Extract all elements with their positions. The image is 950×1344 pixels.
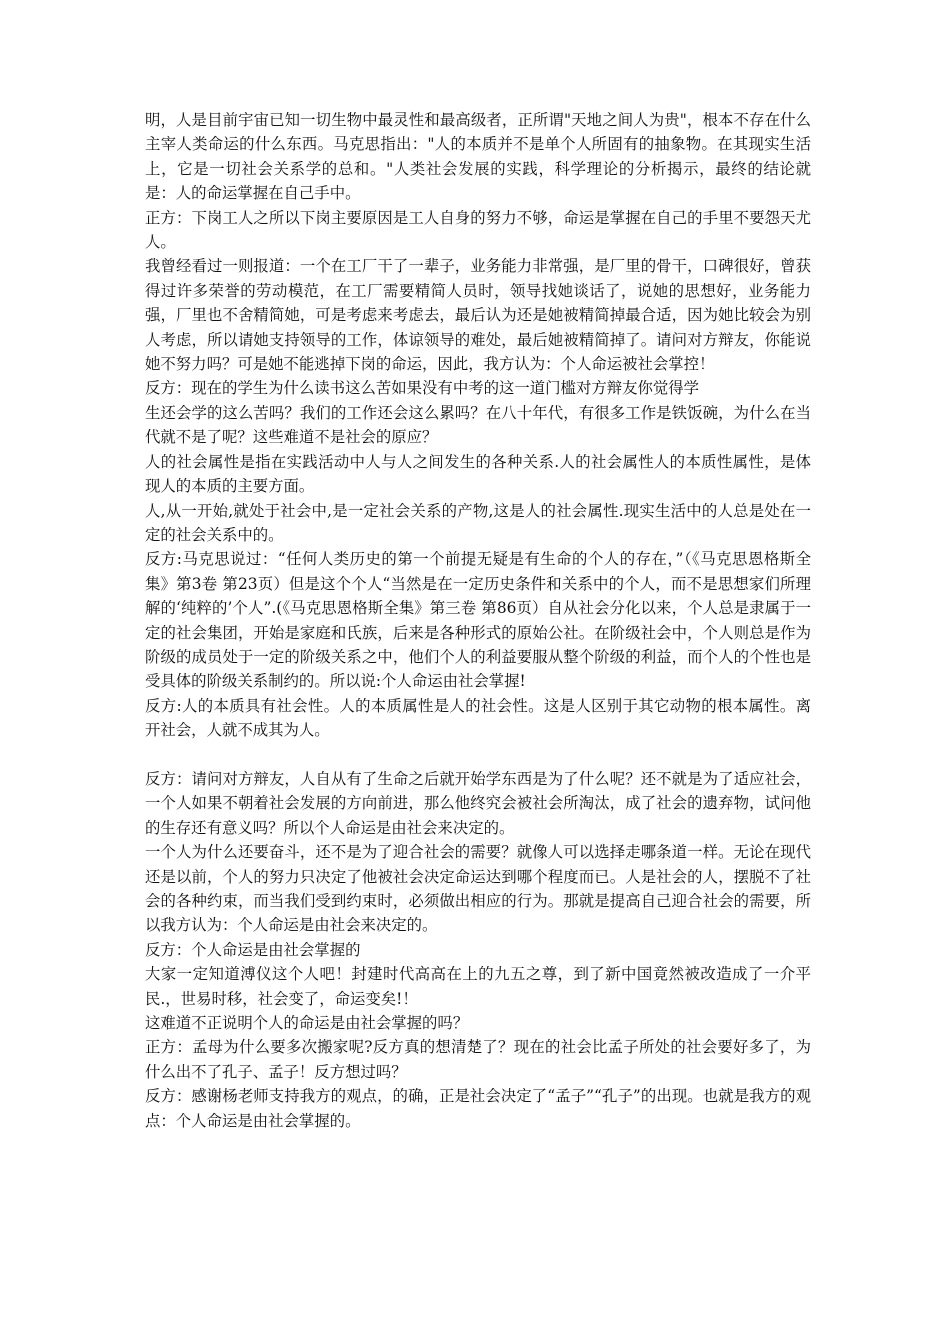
paragraph-11: 一个人为什么还要奋斗，还不是为了迎合社会的需要？就像人可以选择走哪条道一样。无论在现代还是以前，个人的努力只决定了他被社会决定命运达到哪个程度而已。人是社会的人，摆脱不了社会的各种约束，而当我们受到约束时，必须做出相应的行为。那就是提高自己迎合社会的需要，所以我方认为：个人命运是由社会来决定的。 <box>145 843 811 935</box>
paragraph-15: 正方：孟母为什么要多次搬家呢?反方真的想清楚了？现在的社会比孟子所处的社会要好多了，为什么出不了孔子、孟子！反方想过吗？ <box>145 1038 811 1081</box>
document-body <box>145 108 811 1133</box>
paragraph-4: 反方：现在的学生为什么读书这么苦如果没有中考的这一道门槛对方辩友你觉得学 <box>145 379 700 398</box>
paragraph-12: 反方：个人命运是由社会掌握的 <box>145 940 361 959</box>
paragraph-8: 反方:马克思说过：“任何人类历史的第一个前提无疑是有生命的个人的存在，”（《马克思恩格斯全集》第3卷 第23页）但是这个个人“当然是在一定历史条件和关系中的个人，而不是思想家们所理解的‘纯粹的’个人”.(《马克思恩格斯全集》第三卷 第86页）自从社会分化以来，个人总是隶属于一定的社会集团，开始是家庭和氏族，后来是各种形式的原始公社。在阶级社会中，个人则总是作为阶级的成员处于一定的阶级关系之中，他们个人的利益要服从整个阶级的利益，而个人的个性也是受具体的阶级关系制约的。所以说:个人命运由社会掌握! <box>145 550 811 691</box>
paragraph-1: 明，人是目前宇宙已知一切生物中最灵性和最高级者，正所谓"天地之间人为贵"，根本不存在什么主宰人类命运的什么东西。马克思指出："人的本质并不是单个人所固有的抽象物。在其现实生活上，它是一切社会关系学的总和。"人类社会发展的实践，科学理论的分析揭示，最终的结论就是：人的命运掌握在自己手中。 <box>145 111 811 203</box>
paragraph-16: 反方：感谢杨老师支持我方的观点，的确，正是社会决定了“孟子”“孔子”的出现。也就是我方的观点：个人命运是由社会掌握的。 <box>145 1087 811 1130</box>
blank-line <box>145 743 811 767</box>
paragraph-9: 反方:人的本质具有社会性。人的本质属性是人的社会性。这是人区别于其它动物的根本属性。离开社会，人就不成其为人。 <box>145 696 811 740</box>
paragraph-6: 人的社会属性是指在实践活动中人与人之间发生的各种关系.人的社会属性人的本质性属性，是体现人的本质的主要方面。 <box>145 452 811 496</box>
paragraph-13: 大家一定知道溥仪这个人吧！封建时代高高在上的九五之尊，到了新中国竟然被改造成了一介平民.，世易时移，社会变了，命运变矣!！ <box>145 965 811 1008</box>
paragraph-7: 人,从一开始,就处于社会中,是一定社会关系的产物,这是人的社会属性.现实生活中的人总是处在一定的社会关系中的。 <box>145 501 811 544</box>
paragraph-10: 反方：请问对方辩友，人自从有了生命之后就开始学东西是为了什么呢？还不就是为了适应社会，一个人如果不朝着社会发展的方向前进，那么他终究会被社会所淘汰，成了社会的遗弃物，试问他的生存还有意义吗？所以个人命运是由社会来决定的。 <box>145 769 811 837</box>
paragraph-3: 我曾经看过一则报道：一个在工厂干了一辈子，业务能力非常强，是厂里的骨干，口碑很好，曾获得过许多荣誉的劳动模范，在工厂需要精简人员时，领导找她谈话了，说她的思想好，业务能力强，厂里也不舍精简她，可是考虑来考虑去，最后认为还是她被精简掉最合适，因为她比较会为别人考虑，所以请她支持领导的工作，体谅领导的难处，最后她被精简掉了。请问对方辩友，你能说她不努力吗？可是她不能逃掉下岗的命运，因此，我方认为：个人命运被社会掌控！ <box>145 257 811 374</box>
paragraph-14: 这难道不正说明个人的命运是由社会掌握的吗？ <box>145 1014 469 1033</box>
paragraph-5: 生还会学的这么苦吗？我们的工作还会这么累吗？在八十年代，有很多工作是铁饭碗，为什么在当代就不是了呢？这些难道不是社会的原应？ <box>145 403 811 447</box>
paragraph-2: 正方：下岗工人之所以下岗主要原因是工人自身的努力不够，命运是掌握在自己的手里不要怨天尤人。 <box>145 208 811 252</box>
